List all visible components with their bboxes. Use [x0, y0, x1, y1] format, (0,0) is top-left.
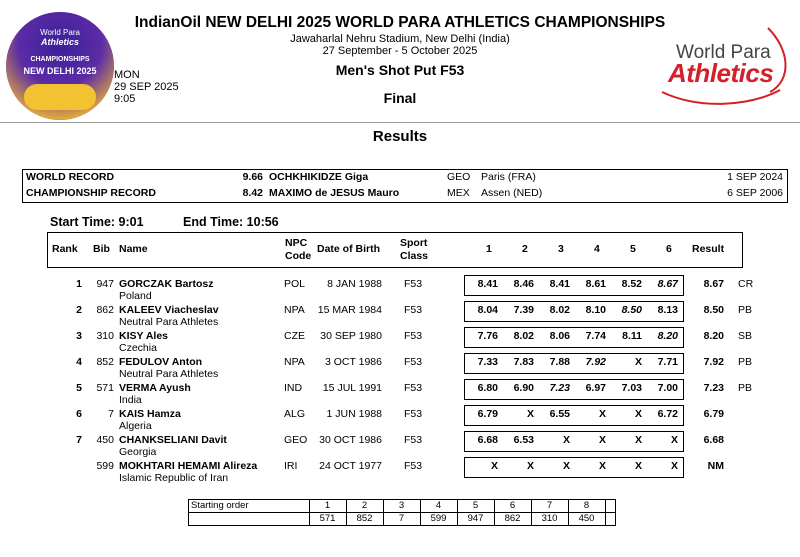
attempt-3: 8.02 [549, 304, 570, 316]
attempts-box [464, 431, 684, 452]
attempt-4: 8.61 [585, 278, 606, 290]
record-label: CHAMPIONSHIP RECORD [26, 187, 156, 199]
attempt-5: X [634, 408, 642, 420]
attempt-5: 8.50 [621, 304, 642, 316]
starting-order-bib: 862 [504, 513, 521, 524]
col-class: Class [400, 250, 429, 262]
athlete-result: 7.92 [703, 356, 724, 368]
athlete-bib: 947 [96, 278, 114, 290]
athlete-bib: 7 [108, 408, 114, 420]
attempt-1: 7.33 [477, 356, 498, 368]
athlete-country: Islamic Republic of Iran [119, 472, 229, 484]
attempt-1: 7.76 [477, 330, 498, 342]
report-day: MON [114, 69, 140, 81]
attempt-3: 7.88 [549, 356, 570, 368]
attempts-box [464, 457, 684, 478]
attempt-1: X [490, 460, 498, 472]
athlete-result: 8.50 [703, 304, 724, 316]
athlete-bib: 862 [96, 304, 114, 316]
attempt-2: 6.53 [513, 434, 534, 446]
athlete-class: F53 [404, 382, 423, 394]
championship-record-row [23, 187, 787, 203]
world-record-row [23, 171, 787, 187]
event-title: Men's Shot Put F53 [335, 62, 465, 78]
logo-artwork [24, 84, 96, 110]
attempt-2: X [526, 460, 534, 472]
starting-order-position: 1 [324, 500, 331, 511]
attempt-4: 6.97 [585, 382, 606, 394]
attempts-box [464, 275, 684, 296]
athlete-dob: 15 MAR 1984 [317, 304, 382, 316]
attempt-6: 8.13 [657, 304, 678, 316]
col-result: Result [692, 243, 725, 255]
athlete-country: Neutral Para Athletes [119, 316, 219, 328]
logo-text-athletics: Athletics [668, 58, 774, 88]
attempt-5: 8.11 [622, 330, 642, 342]
record-npc: MEX [447, 187, 470, 199]
athlete-rank: 1 [76, 278, 82, 290]
athlete-note: PB [738, 356, 753, 368]
athlete-rank: 3 [76, 330, 82, 342]
attempts-box [464, 379, 684, 400]
starting-order-bib: 450 [578, 513, 595, 524]
col-attempt-5: 5 [630, 243, 636, 255]
starting-order-bib: 599 [430, 513, 447, 524]
attempt-3: 8.06 [549, 330, 570, 342]
athlete-name: FEDULOV Anton [119, 356, 203, 368]
athlete-class: F53 [404, 330, 423, 342]
athlete-name: CHANKSELIANI Davit [119, 434, 227, 446]
attempt-4: 7.92 [585, 356, 606, 368]
attempt-4: X [598, 408, 606, 420]
report-date: 29 SEP 2025 [114, 81, 179, 93]
athlete-country: Algeria [119, 420, 152, 432]
record-label: WORLD RECORD [26, 171, 115, 183]
records-box [22, 169, 788, 203]
starting-order-bib: 7 [398, 513, 405, 524]
record-mark: 8.42 [242, 187, 263, 199]
attempt-2: 6.90 [513, 382, 534, 394]
attempt-6: 7.00 [657, 382, 678, 394]
starting-order-divider [605, 500, 606, 525]
attempt-5: X [634, 460, 642, 472]
attempt-3: 6.55 [549, 408, 570, 420]
starting-order-bib: 310 [541, 513, 558, 524]
athlete-note: PB [738, 382, 753, 394]
starting-order-position: 6 [509, 500, 516, 511]
attempts-box [464, 301, 684, 322]
attempt-6: 8.67 [657, 278, 678, 290]
starting-order-position: 4 [435, 500, 442, 511]
attempt-6: 7.71 [657, 356, 678, 368]
attempt-1: 8.41 [477, 278, 498, 290]
attempt-3: X [562, 434, 570, 446]
starting-order-position: 7 [546, 500, 553, 511]
championship-dates: 27 September - 5 October 2025 [322, 45, 478, 57]
athlete-npc: IRI [284, 460, 298, 472]
record-date: 1 SEP 2024 [727, 171, 783, 183]
athlete-class: F53 [404, 408, 423, 420]
athlete-dob: 15 JUL 1991 [322, 382, 382, 394]
athlete-bib: 852 [96, 356, 114, 368]
event-phase: Final [383, 90, 417, 106]
athlete-dob: 30 OCT 1986 [319, 434, 382, 446]
starting-order-label: Starting order [191, 500, 249, 511]
athlete-class: F53 [404, 460, 423, 472]
attempt-6: X [670, 434, 678, 446]
results-title: Results [372, 128, 428, 145]
record-athlete: OCHKHIKIDZE Giga [269, 171, 369, 183]
logo-text-athletics: Athletics [40, 37, 79, 47]
attempt-4: X [598, 434, 606, 446]
athlete-name: MOKHTARI HEMAMI Alireza [119, 460, 258, 472]
athlete-npc: GEO [284, 434, 308, 446]
logo-text-new-delhi: NEW DELHI 2025 [23, 66, 97, 76]
starting-order-bib: 852 [356, 513, 373, 524]
record-place: Assen (NED) [481, 187, 543, 199]
athlete-bib: 599 [96, 460, 114, 472]
attempt-1: 6.80 [477, 382, 498, 394]
athlete-npc: CZE [284, 330, 305, 342]
attempt-1: 6.68 [477, 434, 498, 446]
athlete-npc: NPA [284, 356, 305, 368]
end-time: End Time: 10:56 [183, 215, 279, 229]
athlete-name: KAIS Hamza [119, 408, 181, 420]
attempt-2: 8.46 [513, 278, 534, 290]
header-divider [0, 122, 800, 123]
col-npc: NPC [285, 237, 308, 249]
starting-order-position: 3 [398, 500, 405, 511]
world-para-athletics-logo [640, 20, 800, 105]
start-time: Start Time: 9:01 [50, 215, 144, 229]
attempt-3: 8.41 [549, 278, 570, 290]
athlete-dob: 8 JAN 1988 [327, 278, 382, 290]
athlete-country: Poland [119, 290, 152, 302]
starting-order-table [188, 499, 616, 526]
results-table-header [47, 232, 743, 268]
athlete-class: F53 [404, 356, 423, 368]
attempt-6: 6.72 [657, 408, 678, 420]
athlete-rank: 4 [76, 356, 82, 368]
attempt-2: 8.02 [513, 330, 534, 342]
athlete-result: 6.79 [703, 408, 724, 420]
athlete-name: KALEEV Viacheslav [119, 304, 219, 316]
attempt-2: 7.83 [513, 356, 534, 368]
col-bib: Bib [93, 243, 110, 255]
athlete-bib: 571 [96, 382, 114, 394]
logo-text-world-para: World Para [40, 28, 80, 37]
attempt-3: X [562, 460, 570, 472]
attempt-5: 7.03 [621, 382, 642, 394]
athlete-rank: 6 [76, 408, 82, 420]
athlete-country: Georgia [119, 446, 157, 458]
attempt-1: 6.79 [477, 408, 498, 420]
starting-order-position: 2 [361, 500, 368, 511]
attempt-5: X [634, 434, 642, 446]
record-place: Paris (FRA) [481, 171, 536, 183]
athlete-dob: 1 JUN 1988 [326, 408, 382, 420]
col-attempt-2: 2 [522, 243, 528, 255]
col-attempt-1: 1 [486, 243, 492, 255]
attempt-3: 7.23 [549, 382, 570, 394]
athlete-dob: 30 SEP 1980 [320, 330, 382, 342]
athlete-npc: IND [284, 382, 303, 394]
athlete-rank: 7 [76, 434, 82, 446]
attempt-2: 7.39 [513, 304, 534, 316]
report-time: 9:05 [114, 93, 136, 105]
col-rank: Rank [52, 243, 78, 255]
athlete-dob: 3 OCT 1986 [324, 356, 382, 368]
col-attempt-4: 4 [594, 243, 600, 255]
record-npc: GEO [447, 171, 471, 183]
attempt-5: X [634, 356, 642, 368]
athlete-class: F53 [404, 304, 423, 316]
athlete-npc: NPA [284, 304, 305, 316]
record-athlete: MAXIMO de JESUS Mauro [269, 187, 400, 199]
starting-order-position: 8 [583, 500, 590, 511]
athlete-result: 8.67 [703, 278, 724, 290]
col-attempt-6: 6 [666, 243, 672, 255]
starting-order-bib: 947 [467, 513, 484, 524]
athlete-class: F53 [404, 434, 423, 446]
attempt-2: X [526, 408, 534, 420]
starting-order-position: 5 [472, 500, 479, 511]
attempts-box [464, 327, 684, 348]
record-mark: 9.66 [242, 171, 263, 183]
athlete-note: CR [738, 278, 754, 290]
athlete-name: GORCZAK Bartosz [119, 278, 214, 290]
athlete-result: 8.20 [703, 330, 724, 342]
col-name: Name [119, 243, 148, 255]
athlete-country: Neutral Para Athletes [119, 368, 219, 380]
championship-title: IndianOil NEW DELHI 2025 WORLD PARA ATHLETICS CHAMPIONSHIPS [134, 14, 666, 31]
attempt-4: 7.74 [585, 330, 606, 342]
athlete-country: India [119, 394, 142, 406]
athlete-npc: ALG [284, 408, 306, 420]
athlete-note: PB [738, 304, 753, 316]
starting-order-bib: 571 [319, 513, 336, 524]
athlete-name: VERMA Ayush [119, 382, 191, 394]
athlete-rank: 2 [76, 304, 82, 316]
attempts-box [464, 405, 684, 426]
attempt-4: X [598, 460, 606, 472]
athlete-bib: 450 [96, 434, 114, 446]
athlete-result: 6.68 [703, 434, 724, 446]
venue: Jawaharlal Nehru Stadium, New Delhi (India) [290, 33, 510, 45]
athlete-country: Czechia [119, 342, 157, 354]
athlete-name: KISY Ales [119, 330, 169, 342]
attempt-1: 8.04 [477, 304, 498, 316]
logo-text-championships: CHAMPIONSHIPS [30, 56, 90, 63]
athlete-result: NM [707, 460, 724, 472]
athlete-class: F53 [404, 278, 423, 290]
col-npc-code: Code [285, 250, 312, 262]
record-date: 6 SEP 2006 [727, 187, 783, 199]
attempts-box [464, 353, 684, 374]
athlete-bib: 310 [96, 330, 114, 342]
attempt-6: X [670, 460, 678, 472]
athlete-note: SB [738, 330, 753, 342]
col-attempt-3: 3 [558, 243, 564, 255]
championship-logo [6, 12, 114, 120]
attempt-4: 8.10 [585, 304, 606, 316]
logo-text-world-para: World Para [676, 42, 771, 63]
attempt-6: 8.20 [657, 330, 678, 342]
col-dob: Date of Birth [317, 243, 380, 255]
attempt-5: 8.52 [621, 278, 642, 290]
athlete-dob: 24 OCT 1977 [319, 460, 382, 472]
athlete-rank: 5 [76, 382, 82, 394]
athlete-result: 7.23 [703, 382, 724, 394]
athlete-npc: POL [284, 278, 306, 290]
col-sport: Sport [400, 237, 428, 249]
